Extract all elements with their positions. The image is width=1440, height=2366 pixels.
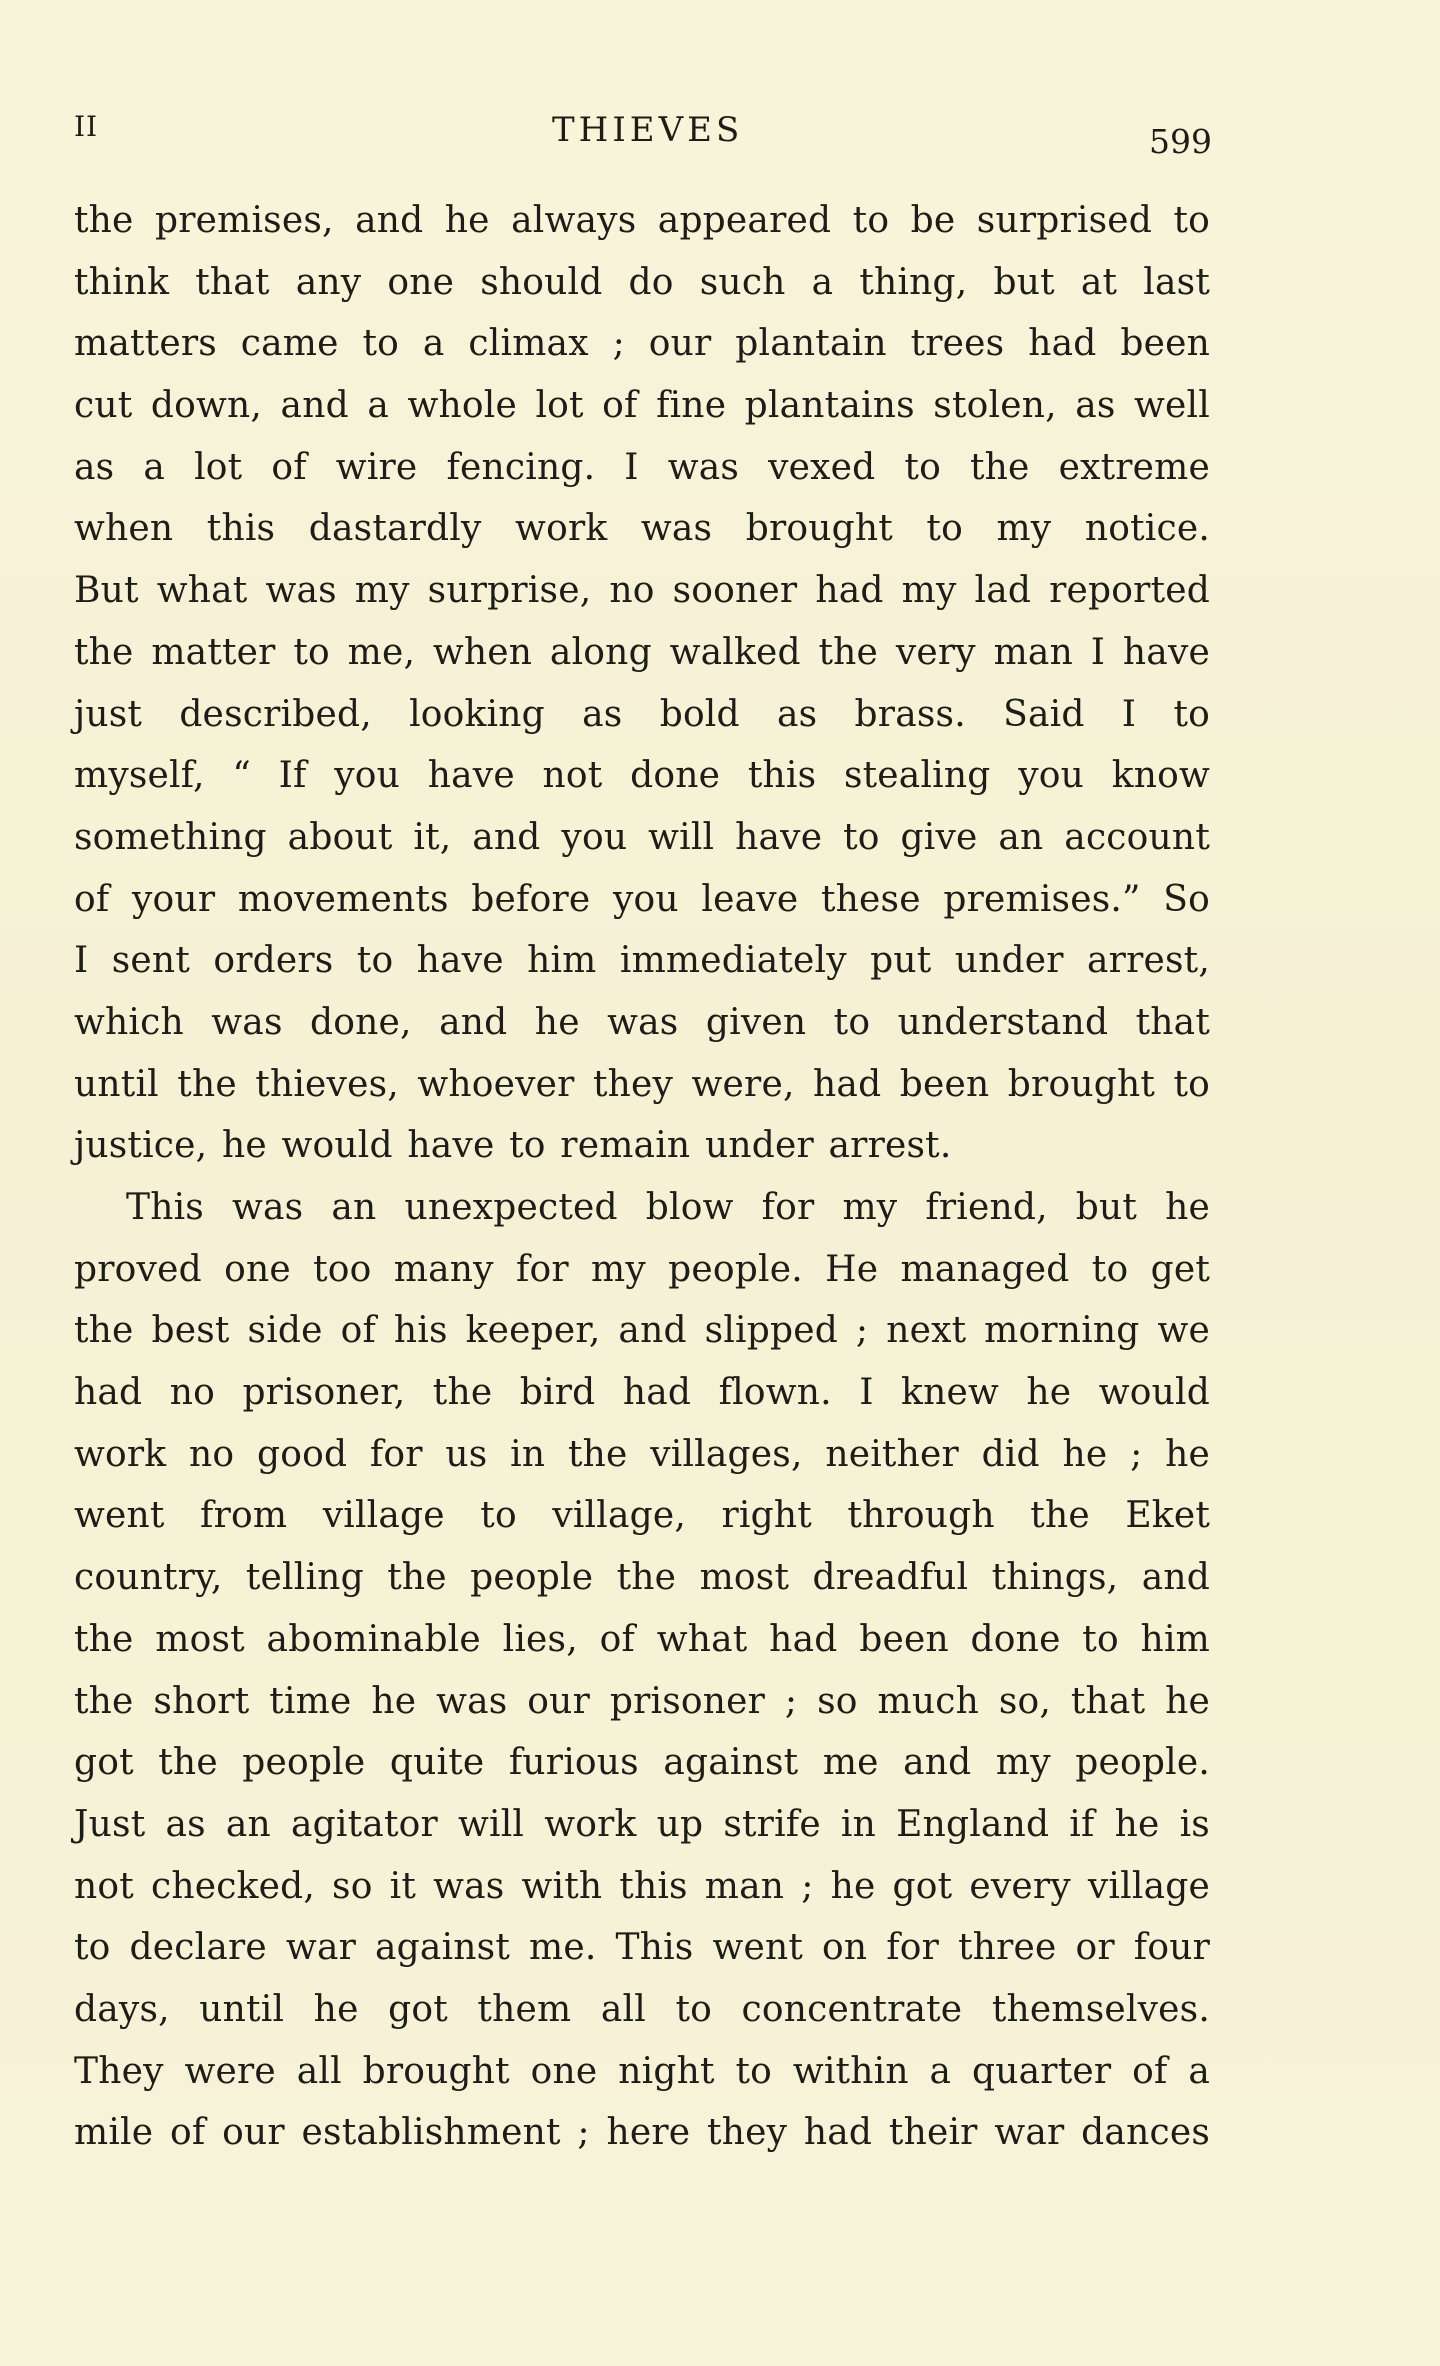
text-line: I sent orders to have him immediately put under arrest, — [74, 940, 1210, 982]
text-line: Just as an agitator will work up strife in England if he is — [74, 1803, 1210, 1845]
text-line: think that any one should do such a thing, but at last — [74, 261, 1210, 303]
paragraph-start-line: This was an unexpected blow for my friend, but he — [126, 1187, 1210, 1228]
text-line: mile of our establishment ; here they had their war dances — [74, 2112, 1210, 2154]
page-number: 599 — [1149, 122, 1212, 161]
text-line: the premises, and he always appeared to be surprised to — [74, 200, 1210, 241]
text-line: as a lot of wire fencing. I was vexed to the extreme — [74, 446, 1210, 488]
text-line: myself, “ If you have not done this stealing you know — [74, 755, 1210, 797]
text-line: until the thieves, whoever they were, had been brought to — [74, 1063, 1210, 1105]
text-line: went from village to village, right through the Eket — [74, 1495, 1210, 1537]
text-line: to declare war against me. This went on for three or four — [74, 1927, 1210, 1969]
text-line: the most abominable lies, of what had been done to him — [74, 1618, 1210, 1660]
text-line: work no good for us in the villages, neither did he ; he — [74, 1433, 1210, 1475]
text-line: matters came to a climax ; our plantain trees had been — [74, 323, 1210, 365]
text-line: cut down, and a whole lot of fine plantains stolen, as well — [74, 385, 1210, 427]
text-line: But what was my surprise, no sooner had my lad reported — [74, 570, 1210, 612]
paragraph-end-line: justice, he would have to remain under arrest. — [74, 1125, 952, 1167]
text-line: had no prisoner, the bird had flown. I knew he would — [74, 1372, 1210, 1414]
text-line: the matter to me, when along walked the very man I have — [74, 631, 1210, 673]
body-text — [74, 190, 1210, 2164]
text-line: proved one too many for my people. He managed to get — [74, 1248, 1210, 1290]
text-line: got the people quite furious against me and my people. — [74, 1742, 1210, 1784]
text-line: something about it, and you will have to give an account — [74, 816, 1210, 858]
text-line: the short time he was our prisoner ; so much so, that he — [74, 1680, 1210, 1722]
text-line: of your movements before you leave these premises.” So — [74, 878, 1210, 920]
text-line: the best side of his keeper, and slipped ; next morning we — [74, 1310, 1210, 1352]
text-line: not checked, so it was with this man ; he got every village — [74, 1865, 1210, 1907]
text-line: days, until he got them all to concentrate themselves. — [74, 1988, 1210, 2030]
chapter-title: THIEVES — [552, 110, 744, 150]
text-line: just described, looking as bold as brass. Said I to — [74, 693, 1210, 735]
text-line: They were all brought one night to within a quarter of a — [74, 2050, 1210, 2092]
text-line: which was done, and he was given to understand that — [74, 1001, 1210, 1043]
running-header — [74, 100, 1210, 170]
text-line: when this dastardly work was brought to my notice. — [74, 508, 1210, 550]
chapter-number: II — [74, 110, 99, 143]
text-line: country, telling the people the most dreadful things, and — [74, 1557, 1210, 1599]
